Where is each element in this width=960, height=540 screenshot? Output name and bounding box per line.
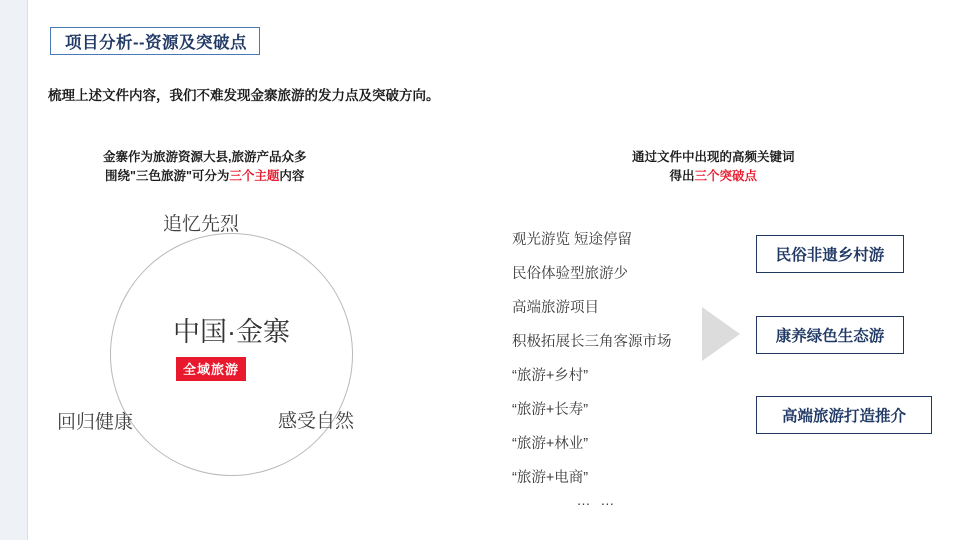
venn-circle xyxy=(110,233,353,476)
list-item: 观光游览 短途停留 xyxy=(512,232,633,248)
keyword-list xyxy=(512,228,712,500)
breakthrough-box-1: 民俗非遗乡村游 xyxy=(756,235,904,273)
left-heading-highlight: 三个主题 xyxy=(229,169,280,183)
page-title-text: 项目分析--资源及突破点 xyxy=(65,34,247,52)
breakthrough-box-3: 高端旅游打造推介 xyxy=(756,396,932,434)
right-heading-line2 xyxy=(632,167,795,186)
right-column-heading xyxy=(632,148,795,186)
list-item: 高端旅游项目 xyxy=(512,300,599,316)
right-heading-line2-pre: 得出 xyxy=(669,169,695,183)
theme-label-top: 追忆先烈 xyxy=(163,214,240,235)
circle-center-badge: 全域旅游 xyxy=(176,357,246,381)
left-heading-line1: 金寨作为旅游资源大县,旅游产品众多 xyxy=(103,150,307,164)
page-subtitle: 梳理上述文件内容，我们不难发现金寨旅游的发力点及突破方向。 xyxy=(48,88,440,103)
theme-label-bottom-left: 回归健康 xyxy=(57,412,134,433)
arrow-right-icon xyxy=(700,305,744,363)
left-column-heading xyxy=(103,148,306,186)
right-heading-highlight: 三个突破点 xyxy=(694,169,758,183)
list-item: “旅游+林业” xyxy=(512,436,589,452)
right-heading-line1: 通过文件中出现的高频关键词 xyxy=(632,150,795,164)
slide-left-accent-bar xyxy=(0,0,28,540)
slide-left-divider xyxy=(27,0,28,540)
keyword-list-ellipsis: … … xyxy=(576,492,618,508)
list-item: 民俗体验型旅游少 xyxy=(512,266,628,282)
list-item: “旅游+长寿” xyxy=(512,402,589,418)
list-item: “旅游+电商” xyxy=(512,470,589,486)
list-item: 积极拓展长三角客源市场 xyxy=(512,334,672,350)
page-title xyxy=(50,27,260,55)
breakthrough-box-2: 康养绿色生态游 xyxy=(756,316,904,354)
left-heading-line2 xyxy=(103,167,306,186)
list-item: “旅游+乡村” xyxy=(512,368,589,384)
left-heading-line2-post: 内容 xyxy=(279,169,305,183)
theme-label-bottom-right: 感受自然 xyxy=(278,411,355,432)
left-heading-line2-pre: 围绕"三色旅游"可分为 xyxy=(105,169,230,183)
circle-center-label: 中国·金寨 xyxy=(173,317,290,347)
